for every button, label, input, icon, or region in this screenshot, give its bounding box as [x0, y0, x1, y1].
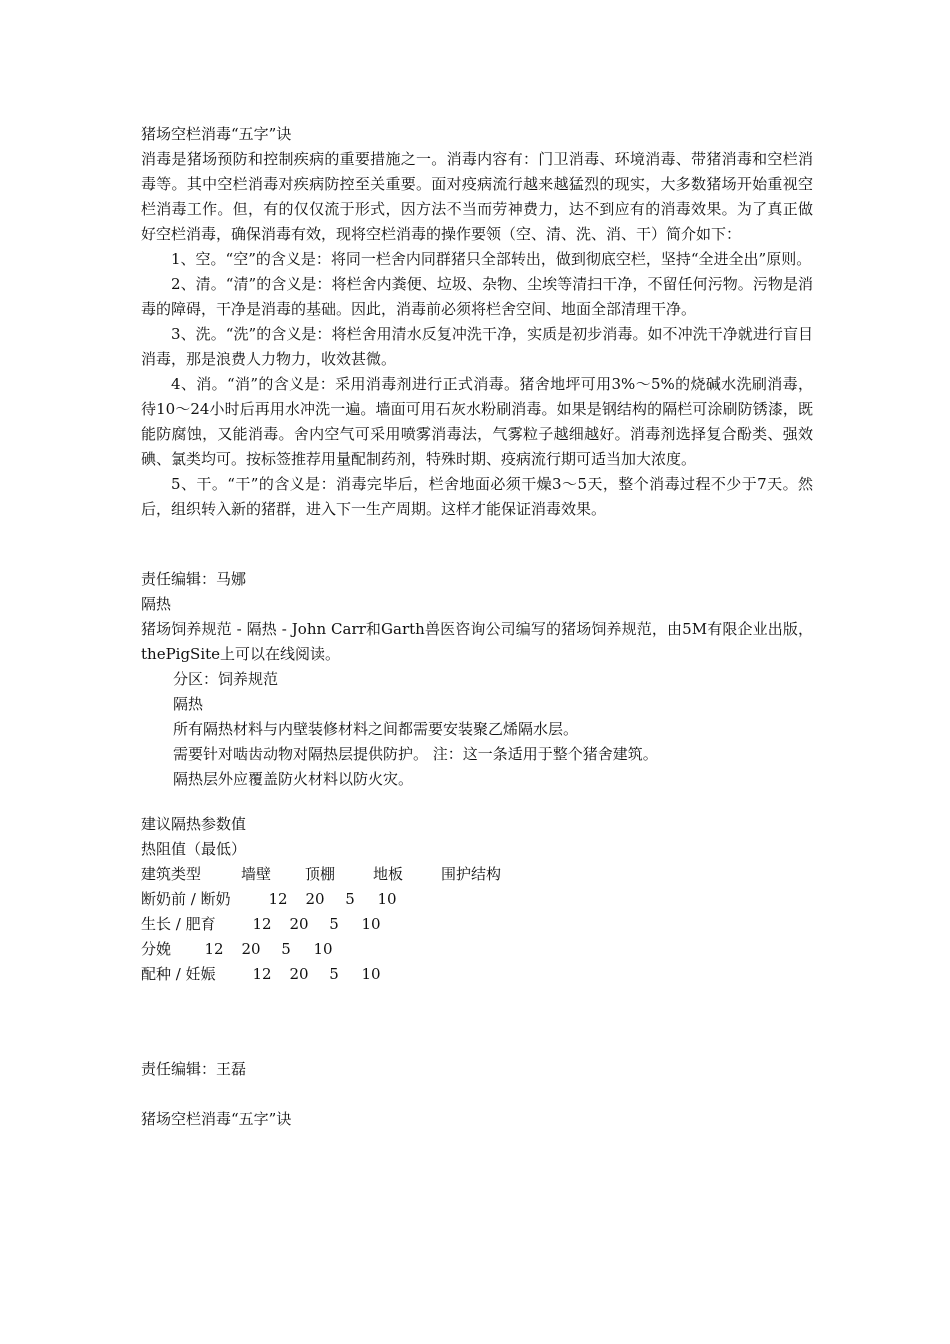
item-clean: 2、清。“清”的含义是：将栏舍内粪便、垃圾、杂物、尘埃等清扫干净，不留任何污物。污物是消毒的障碍，干净是消毒的基础。因此，消毒前必须将栏舍空间、地面全部清理干净。 [141, 275, 813, 318]
params-table-body [141, 912, 391, 937]
intro-paragraph: 消毒是猪场预防和控制疾病的重要措施之一。消毒内容有：门卫消毒、环境消毒、带猪消毒和空栏消毒等。其中空栏消毒对疾病防控至关重要。面对疫病流行越来越猛烈的现实，大多数猪场开始重视空栏消毒工作。但，有的仅仅流于形式，因方法不当而劳神费力，达不到应有的消毒效果。为了真正做好空栏消毒，确保消毒有效，现将空栏消毒的操作要领（空、清、洗、消、干）简介如下： [141, 150, 813, 243]
table-header-row [141, 862, 531, 887]
table-cell: 5 [329, 965, 339, 983]
insulation-intro: 猪场饲养规范 - 隔热 - John Carr和Garth兽医咨询公司编写的猪场饲养规范，由5M有限企业出版，thePigSite上可以在线阅读。 [141, 620, 813, 663]
subheading-insulation: 隔热 [173, 695, 204, 713]
table-row [141, 937, 343, 962]
editor-credit: 责任编辑：王磊 [141, 1060, 247, 1078]
params-table-body [141, 937, 343, 962]
table-cell: 断奶前 / 断奶 [141, 890, 231, 908]
table-cell: 5 [281, 940, 291, 958]
table-header-cell: 地板 [373, 865, 404, 883]
table-header-cell: 建筑类型 [141, 865, 202, 883]
table-cell: 20 [305, 890, 325, 908]
category-line: 分区：饲养规范 [173, 670, 279, 688]
table-cell: 10 [377, 890, 397, 908]
insulation-rule: 所有隔热材料与内壁装修材料之间都需要安装聚乙烯隔水层。 [173, 720, 579, 738]
table-cell: 配种 / 妊娠 [141, 965, 216, 983]
params-table [141, 862, 531, 887]
table-cell: 5 [345, 890, 355, 908]
insulation-rule: 需要针对啮齿动物对隔热层提供防护。 注：这一条适用于整个猪舍建筑。 [173, 745, 658, 763]
item-dry: 5、干。“干”的含义是：消毒完毕后，栏舍地面必须干燥3～5天，整个消毒过程不少于7天。然后，组织转入新的猪群，进入下一生产周期。这样才能保证消毒效果。 [141, 475, 813, 518]
table-cell: 10 [361, 915, 381, 933]
table-cell: 12 [268, 890, 288, 908]
table-cell: 12 [204, 940, 224, 958]
item-disinfect: 4、消。“消”的含义是：采用消毒剂进行正式消毒。猪舍地坪可用3%～5%的烧碱水洗刷消毒，待10～24小时后再用水冲洗一遍。墙面可用石灰水粉刷消毒。如果是钢结构的隔栏可涂刷防锈漆，既能防腐蚀，又能消毒。舍内空气可采用喷雾消毒法，气雾粒子越细越好。消毒剂选择复合酚类、强效碘、氯类均可。按标签推荐用量配制药剂，特殊时期、疫病流行期可适当加大浓度。 [141, 375, 813, 468]
document-page [141, 122, 813, 1132]
table-header-cell: 墙壁 [241, 865, 272, 883]
table-cell: 10 [313, 940, 333, 958]
table-cell: 12 [252, 965, 272, 983]
table-cell: 5 [329, 915, 339, 933]
table-cell: 20 [241, 940, 261, 958]
table-row [141, 962, 391, 987]
params-title: 建议隔热参数值 [141, 815, 247, 833]
editor-credit: 责任编辑：马娜 [141, 570, 247, 588]
table-cell: 20 [289, 965, 309, 983]
footer-title: 猪场空栏消毒“五字”诀 [141, 1110, 292, 1128]
item-empty: 1、空。“空”的含义是：将同一栏舍内同群猪只全部转出，做到彻底空栏，坚持“全进全出”原则。 [171, 250, 812, 268]
table-row [141, 912, 391, 937]
table-cell: 生长 / 肥育 [141, 915, 216, 933]
params-table-body [141, 962, 391, 987]
section-title-insulation: 隔热 [141, 595, 172, 613]
table-header-cell: 顶棚 [305, 865, 336, 883]
section-title-disinfection: 猪场空栏消毒“五字”诀 [141, 125, 292, 143]
table-cell: 分娩 [141, 940, 172, 958]
insulation-rule: 隔热层外应覆盖防火材料以防火灾。 [173, 770, 414, 788]
params-subtitle: 热阻值（最低） [141, 840, 247, 858]
table-cell: 12 [252, 915, 272, 933]
table-header-cell: 围护结构 [441, 865, 502, 883]
table-cell: 10 [361, 965, 381, 983]
item-wash: 3、洗。“洗”的含义是：将栏舍用清水反复冲洗干净，实质是初步消毒。如不冲洗干净就进行盲目消毒，那是浪费人力物力，收效甚微。 [141, 325, 813, 368]
table-row [141, 887, 407, 912]
params-table-body [141, 887, 407, 912]
table-cell: 20 [289, 915, 309, 933]
